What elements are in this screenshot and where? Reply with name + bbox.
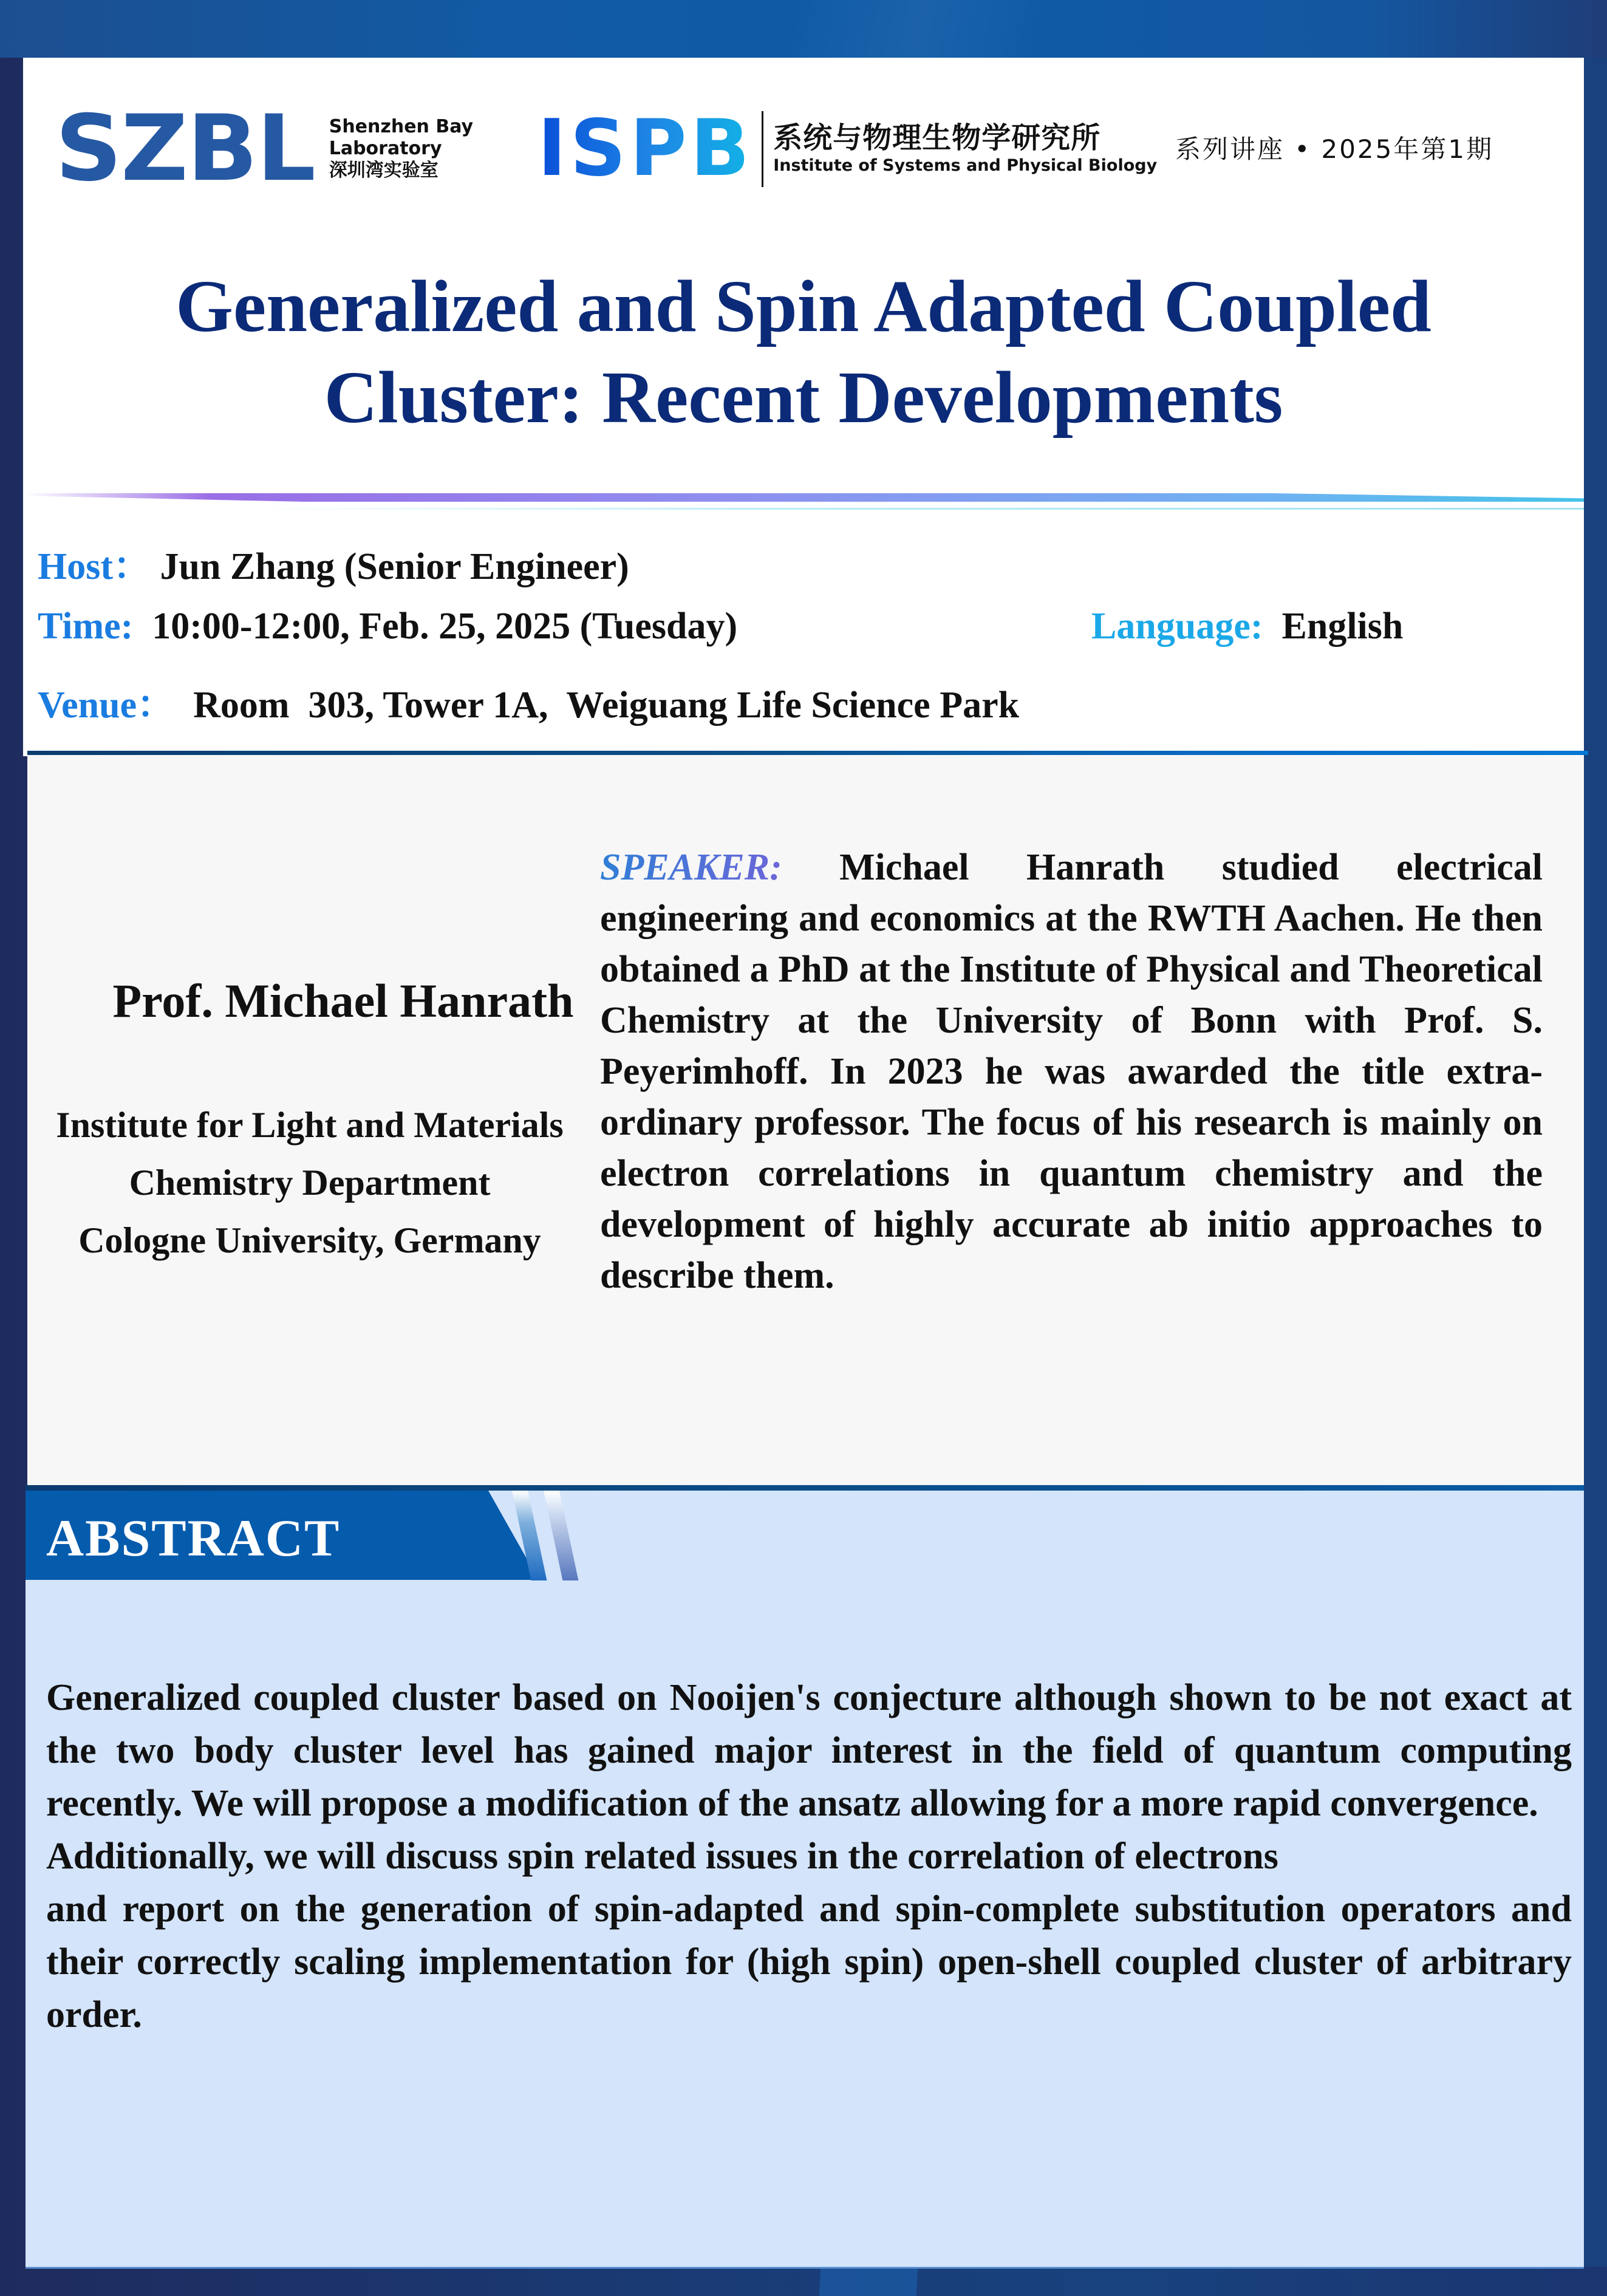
speaker-affiliation-1: Institute for Light and Materials bbox=[56, 1105, 564, 1145]
abstract-paragraph-2-rest: and report on the generation of spin-adapted and spin-complete substitution operators and their correctly scaling implementation for (high spin) open-shell coupled cluster of arbitrary order. bbox=[46, 1888, 1572, 2035]
time-label: Time: bbox=[38, 606, 134, 647]
ispb-logo-mark: ISPB bbox=[537, 103, 754, 194]
language-label: Language: bbox=[1091, 606, 1263, 647]
abstract-paragraph-2-line-1: Additionally, we will discuss spin related issues in the correlation of electrons bbox=[46, 1836, 1278, 1877]
time-value: 10:00-12:00, Feb. 25, 2025 (Tuesday) bbox=[133, 606, 738, 647]
host-label: Host： bbox=[38, 546, 151, 587]
page-title bbox=[23, 261, 1584, 443]
right-frame-edge bbox=[1584, 58, 1607, 2267]
speaker-affiliation-2: Chemistry Department bbox=[129, 1163, 491, 1203]
szbl-logo-text bbox=[329, 116, 473, 182]
title-divider-underline bbox=[243, 508, 1584, 510]
abstract-top-divider bbox=[26, 1485, 1584, 1491]
speaker-bio bbox=[600, 842, 1543, 1301]
host-value: Jun Zhang (Senior Engineer) bbox=[151, 546, 629, 587]
szbl-name-cn: 深圳湾实验室 bbox=[329, 160, 438, 181]
szbl-name-en-1: Shenzhen Bay bbox=[329, 116, 474, 137]
venue-label: Venue： bbox=[38, 685, 175, 726]
language-value: English bbox=[1263, 606, 1404, 647]
szbl-name-en-2: Laboratory bbox=[329, 138, 442, 159]
venue-row bbox=[38, 674, 1019, 728]
szbl-logo-mark: SZBL bbox=[55, 96, 315, 202]
speaker-bio-label: SPEAKER: bbox=[600, 847, 782, 888]
top-decorative-band bbox=[0, 0, 1607, 58]
ispb-logo-text bbox=[773, 121, 1157, 177]
time-row bbox=[38, 605, 737, 648]
speaker-name: Prof. Michael Hanrath bbox=[112, 974, 574, 1027]
szbl-logo bbox=[55, 96, 474, 202]
info-divider bbox=[27, 751, 1588, 755]
bottom-sheen bbox=[819, 2267, 918, 2296]
title-line-2: Cluster: Recent Developments bbox=[324, 357, 1283, 439]
speaker-bio-text: Michael Hanrath studied electrical engineering and economics at the RWTH Aachen. He then obtained a PhD at the Institute of Physical and Theoretical Chemistry at the University of Bonn with Prof. S. Peyerimhoff. In 2023 he was awarded the title extra-ordinary professor. The focus of his research is mainly on electron correlations in quantum chemistry and the development of highly accurate ab initio approaches to describe them. bbox=[600, 847, 1543, 1296]
abstract-paragraph-1: Generalized coupled cluster based on Nooijen's conjecture although shown to be not exact at the two body cluster level has gained major interest in the field of quantum computing recently. We will propose a modification of the ansatz allowing for a more rapid convergence. bbox=[46, 1677, 1572, 1824]
series-label: 系列讲座 • 2025年第1期 bbox=[1175, 134, 1494, 164]
host-row bbox=[38, 536, 629, 590]
ispb-name-en: Institute of Systems and Physical Biology bbox=[773, 156, 1158, 175]
speaker-affiliation-3: Cologne University, Germany bbox=[78, 1220, 541, 1260]
title-line-1: Generalized and Spin Adapted Coupled bbox=[176, 265, 1431, 347]
abstract-body bbox=[46, 1672, 1572, 2041]
venue-value: Room 303, Tower 1A, Weiguang Life Science Park bbox=[174, 685, 1020, 726]
abstract-heading: ABSTRACT bbox=[46, 1509, 341, 1567]
band-sheen bbox=[783, 0, 1051, 58]
language-row bbox=[1091, 605, 1403, 648]
ispb-logo bbox=[537, 103, 1158, 194]
ispb-name-cn: 系统与物理生物学研究所 bbox=[773, 121, 1101, 155]
ispb-logo-divider bbox=[762, 111, 763, 187]
